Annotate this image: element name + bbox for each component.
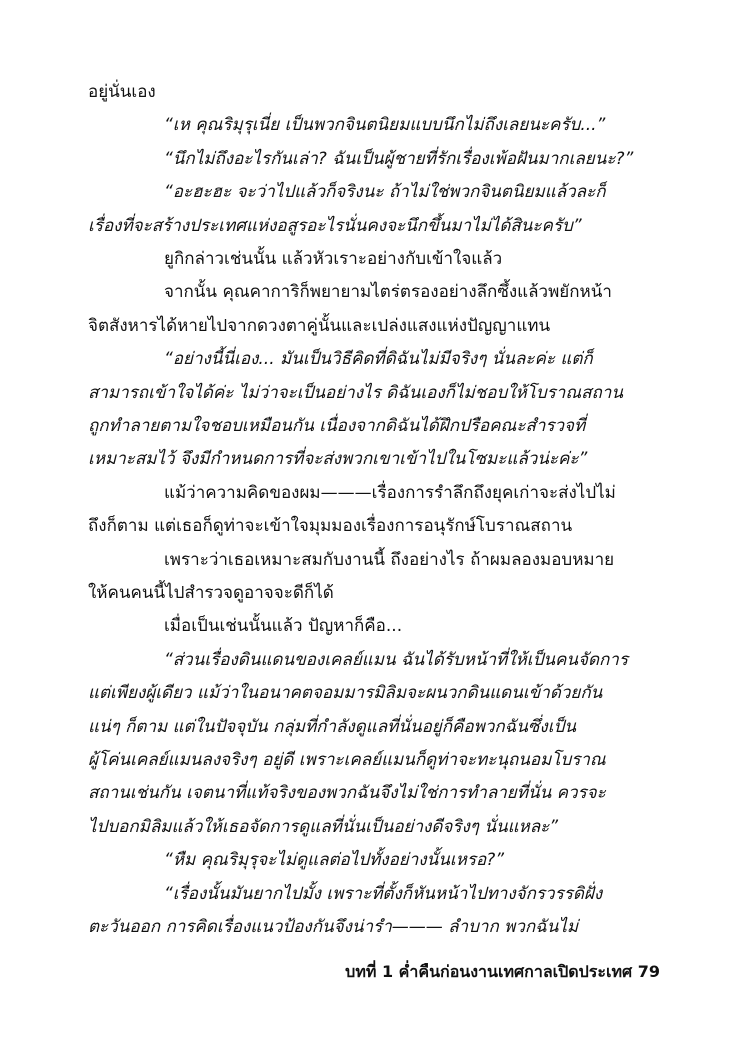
dialogue-line: แต่เพียงผู้เดียว แม้ว่าในอนาคตจอมมารมิลิมจะผนวกดินแดนเข้าด้วยกัน: [88, 683, 603, 704]
dialogue-line: “เรื่องนั้นมันยากไปมั้ง เพราะที่ตั้งก็หันหน้าไปทางจักรวรรดิฝั่ง: [164, 883, 603, 904]
dialogue-line: สามารถเข้าใจได้ค่ะ ไม่ว่าจะเป็นอย่างไร ดิฉันเองก็ไม่ชอบให้โบราณสถาน: [88, 382, 623, 403]
dialogue-line: “อย่างนี้นี่เอง... มันเป็นวิธีคิดที่ดิฉันไม่มีจริงๆ นั่นละค่ะ แต่ก็: [164, 349, 593, 370]
text-line: ยูกิกล่าวเช่นนั้น แล้วหัวเราะอย่างกับเข้าใจแล้ว: [164, 249, 503, 269]
dialogue-line: ตะวันออก การคิดเรื่องแนวป้องกันจึงน่ารำ——— ลำบาก พวกฉันไม่: [88, 917, 579, 937]
dialogue-line: “นึกไม่ถึงอะไรกันเล่า? ฉันเป็นผู้ชายที่รักเรื่องเพ้อฝันมากเลยนะ?”: [164, 148, 634, 169]
dialogue-line: ผู้โค่นเคลย์แมนลงจริงๆ อยู่ดี เพราะเคลย์แมนก็ดูท่าจะทะนุถนอมโบราณ: [88, 750, 606, 770]
text-line: อยู่นั่นเอง: [88, 82, 156, 102]
page-continuation: [88, 984, 654, 1064]
dialogue-line: แน่ๆ ก็ตาม แต่ในปัจจุบัน กลุ่มที่กำลังดูแลที่นั่นอยู่ก็คือพวกฉันซึ่งเป็น: [88, 716, 576, 737]
dialogue-line: ไปบอกมิลิมแล้วให้เธอจัดการดูแลที่นั่นเป็นอย่างดีจริงๆ นั่นแหละ”: [88, 816, 559, 837]
text-line: แม้ว่าความคิดของผม———เรื่องการรำลึกถึงยุคเก่าจะส่งไปไม่: [164, 482, 616, 503]
text-line: ให้คนคนนี้ไปสำรวจดูอาจจะดีก็ได้: [88, 583, 334, 603]
dialogue-line: สถานเช่นกัน เจตนาที่แท้จริงของพวกฉันจึงไม่ใช่การทำลายที่นั่น ควรจะ: [88, 783, 606, 804]
dialogue-line: ถูกทำลายตามใจชอบเหมือนกัน เนื่องจากดิฉันได้ฝึกปรือคณะสำรวจที่: [88, 416, 586, 436]
dialogue-line: “อะฮะฮะ จะว่าไปแล้วก็จริงนะ ถ้าไม่ใช่พวกจินตนิยมแล้วละก็: [164, 182, 606, 203]
dialogue-line: เหมาะสมไว้ จึงมีกำหนดการที่จะส่งพวกเขาเข้าไปในโซมะแล้วน่ะค่ะ”: [88, 449, 588, 470]
dialogue-line: “ส่วนเรื่องดินแดนของเคลย์แมน ฉันได้รับหน้าที่ให้เป็นคนจัดการ: [164, 649, 628, 670]
dialogue-line: “หืม คุณริมุรุจะไม่ดูแลต่อไปทั้งอย่างนั้นเหรอ?”: [164, 850, 505, 871]
text-line: จิตสังหารได้หายไปจากดวงตาคู่นั้นและเปล่งแสงแห่งปัญญาแทน: [88, 315, 551, 336]
text-line: เพราะว่าเธอเหมาะสมกับงานนี้ ถึงอย่างไร ถ้าผมลองมอบหมาย: [164, 549, 615, 570]
text-line: จากนั้น คุณคาการิก็พยายามไตร่ตรองอย่างลึกซึ้งแล้วพยักหน้า: [164, 282, 612, 303]
page-footer: บทที่ 1 ค่ำคืนก่อนงานเทศกาลเปิดประเทศ 79: [345, 962, 660, 981]
dialogue-line: “เห คุณริมุรุเนี่ย เป็นพวกจินตนิยมแบบนึกไม่ถึงเลยนะครับ...”: [164, 115, 606, 136]
text-line: เมื่อเป็นเช่นนั้นแล้ว ปัญหาก็คือ...: [164, 616, 403, 637]
text-line: ถึงก็ตาม แต่เธอก็ดูท่าจะเข้าใจมุมมองเรื่องการอนุรักษ์โบราณสถาน: [88, 516, 573, 537]
book-page: [88, 72, 654, 972]
dialogue-line: เรื่องที่จะสร้างประเทศแห่งอสูรอะไรนั่นคงจะนึกขึ้นมาไม่ได้สินะครับ”: [88, 215, 582, 236]
